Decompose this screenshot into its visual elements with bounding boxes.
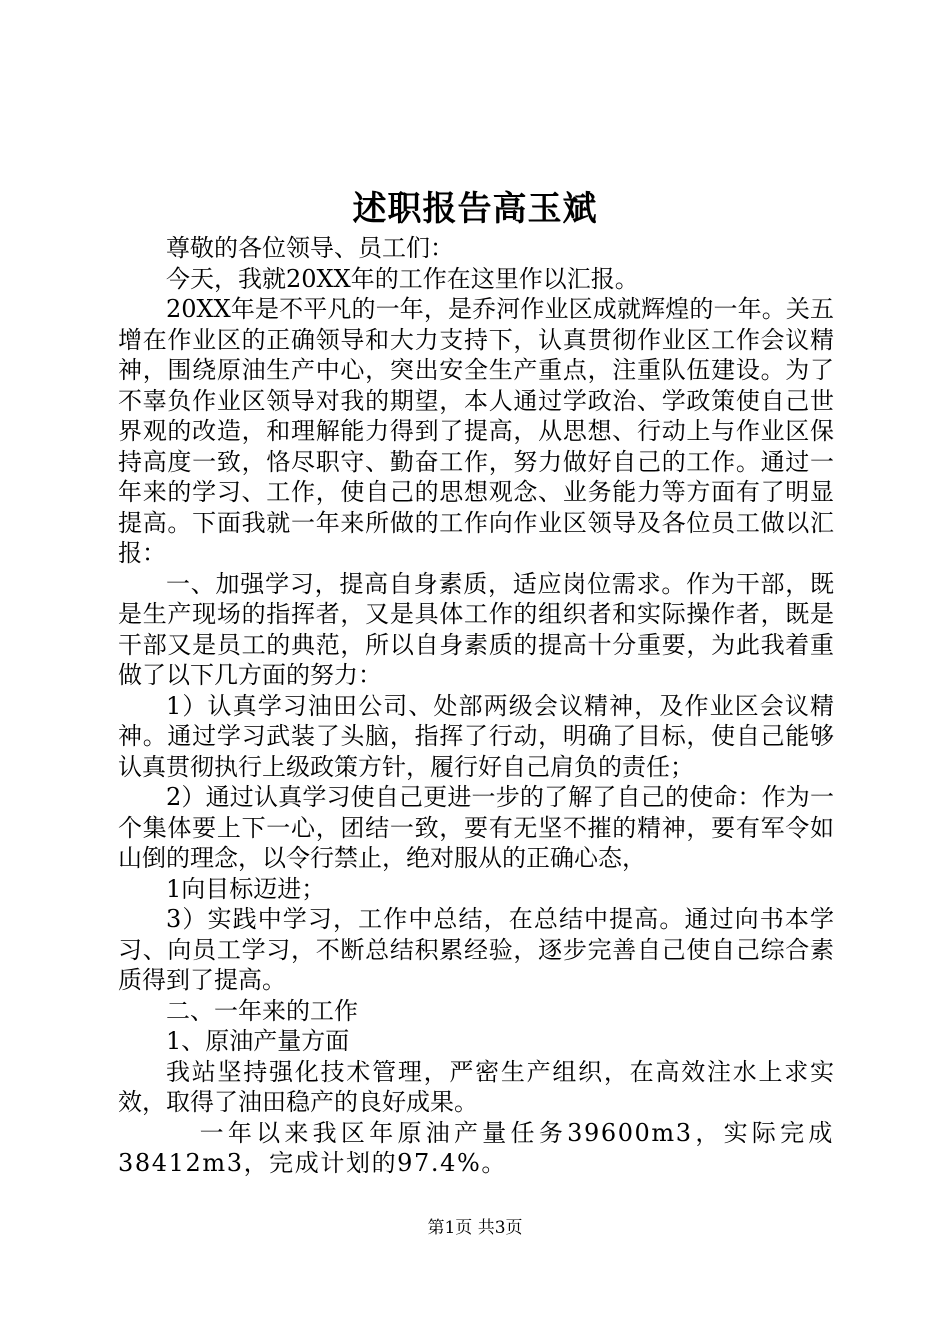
overview-paragraph: 20XX年是不平凡的一年，是乔河作业区成就辉煌的一年。关五增在作业区的正确领导和大力支持下，认真贯彻作业区工作会议精神，围绕原油生产中心，突出安全生产重点，注重队伍建设。为了不辜负作业区领导对我的期望，本人通过学政治、学政策使自己世界观的改造，和理解能力得到了提高，从思想、行动上与作业区保持高度一致，恪尽职守、勤奋工作，努力做好自己的工作。通过一年来的学习、工作，使自己的思想观念、业务能力等方面有了明显提高。下面我就一年来所做的工作向作业区领导及各位员工做以汇报： <box>118 295 834 567</box>
subsection-oil-output-heading: 1、原油产量方面 <box>166 1027 350 1055</box>
section-one-paragraph: 一、加强学习，提高自身素质，适应岗位需求。作为干部，既是生产现场的指挥者，又是具体工作的组织者和实际操作者，既是干部又是员工的典范，所以自身素质的提高十分重要，为此我着重做了以下几方面的努力： <box>118 569 834 689</box>
oil-output-figures-paragraph: 一年以来我区年原油产量任务39600m3，实际完成38412m3，完成计划的97.4%。 <box>118 1118 834 1177</box>
item-one-paragraph: 1）认真学习油田公司、处部两级会议精神，及作业区会议精神。通过学习武装了头脑，指挥了行动，明确了目标，使自己能够认真贯彻执行上级政策方针，履行好自己肩负的责任； <box>118 691 834 781</box>
item-two-continuation: 1向目标迈进； <box>166 874 326 903</box>
section-two-heading: 二、一年来的工作 <box>166 996 358 1025</box>
intro-paragraph: 今天，我就20XX年的工作在这里作以汇报。 <box>166 264 639 293</box>
item-two-paragraph: 2）通过认真学习使自己更进一步的了解了自己的使命：作为一个集体要上下一心，团结一致，要有无坚不摧的精神，要有军令如山倒的理念，以令行禁止，绝对服从的正确心态， <box>118 783 834 872</box>
document-title: 述职报告高玉斌 <box>352 189 598 229</box>
salutation-paragraph: 尊敬的各位领导、员工们： <box>166 234 454 262</box>
oil-output-paragraph: 我站坚持强化技术管理，严密生产组织，在高效注水上求实效，取得了油田稳产的良好成果。 <box>118 1057 834 1116</box>
page-footer: 第1页 共3页 <box>427 1218 523 1238</box>
item-three-paragraph: 3）实践中学习，工作中总结，在总结中提高。通过向书本学习、向员工学习，不断总结积累经验，逐步完善自己使自己综合素质得到了提高。 <box>118 905 834 994</box>
document-body <box>118 233 834 1179</box>
